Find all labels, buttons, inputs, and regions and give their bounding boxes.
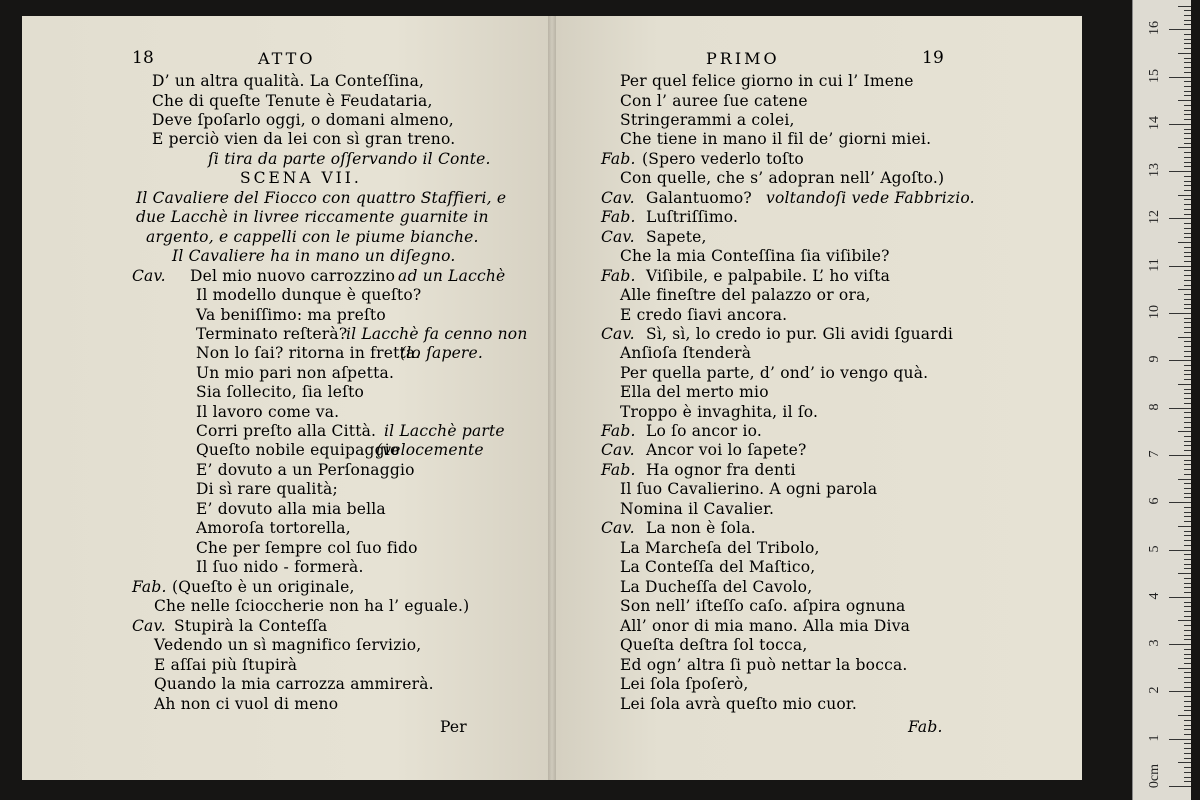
ruler-tick bbox=[1184, 162, 1191, 163]
ruler-tick bbox=[1184, 639, 1191, 640]
ruler-tick bbox=[1184, 346, 1191, 347]
text-line: Del mio nuovo carrozzino bbox=[190, 267, 396, 285]
ruler-tick bbox=[1184, 261, 1191, 262]
ruler-tick bbox=[1184, 531, 1191, 532]
ruler-label: 7 bbox=[1147, 450, 1162, 458]
ruler-tick bbox=[1184, 611, 1191, 612]
ruler-tick bbox=[1184, 270, 1191, 271]
ruler-tick bbox=[1169, 408, 1191, 409]
ruler-tick bbox=[1184, 86, 1191, 87]
ruler-tick bbox=[1184, 568, 1191, 569]
text-line: Amoroſa tortorella, bbox=[196, 519, 351, 537]
ruler-label: 8 bbox=[1147, 403, 1162, 411]
ruler-tick bbox=[1184, 758, 1191, 759]
ruler-tick bbox=[1178, 289, 1191, 290]
ruler-tick bbox=[1184, 81, 1191, 82]
ruler-tick bbox=[1169, 171, 1191, 172]
text-line: La Marcheſa del Tribolo, bbox=[620, 539, 820, 557]
stage-direction: argento, e cappelli con le piume bianche. bbox=[146, 228, 479, 246]
ruler-tick bbox=[1184, 706, 1191, 707]
ruler-tick bbox=[1184, 233, 1191, 234]
text-line: (Spero vederlo toſto bbox=[642, 150, 804, 168]
ruler-tick bbox=[1169, 739, 1191, 740]
ruler-tick bbox=[1184, 119, 1191, 120]
speaker-label: Cav. bbox=[601, 441, 635, 459]
ruler-tick bbox=[1184, 204, 1191, 205]
ruler-tick bbox=[1184, 497, 1191, 498]
ruler-tick bbox=[1184, 133, 1191, 134]
ruler-label: 1 bbox=[1147, 734, 1162, 742]
ruler-tick bbox=[1184, 483, 1191, 484]
ruler-tick bbox=[1184, 677, 1191, 678]
ruler-tick bbox=[1184, 701, 1191, 702]
ruler-label: 13 bbox=[1147, 163, 1162, 178]
ruler-tick bbox=[1184, 635, 1191, 636]
ruler-tick bbox=[1169, 502, 1191, 503]
ruler-tick bbox=[1184, 223, 1191, 224]
text-line: E aſſai più ſtupirà bbox=[154, 656, 298, 674]
ruler-tick bbox=[1184, 516, 1191, 517]
ruler-tick bbox=[1178, 479, 1191, 480]
catchword: Fab. bbox=[908, 718, 943, 736]
ruler-label: 3 bbox=[1147, 639, 1162, 647]
text-line: Lei ſola ſpoſerò, bbox=[620, 675, 749, 693]
ruler-tick bbox=[1184, 185, 1191, 186]
book-gutter bbox=[548, 16, 556, 780]
text-line: Non lo ſai? ritorna in fretta. bbox=[196, 344, 421, 362]
stage-direction: voltandoſi vede Fabbrizio. bbox=[766, 189, 975, 207]
ruler-tick bbox=[1184, 436, 1191, 437]
ruler-tick bbox=[1178, 431, 1191, 432]
ruler-tick bbox=[1184, 39, 1191, 40]
ruler-tick bbox=[1184, 654, 1191, 655]
ruler-tick bbox=[1184, 398, 1191, 399]
text-line: Per quella parte, d’ ond’ io vengo quà. bbox=[620, 364, 929, 382]
ruler-tick bbox=[1178, 526, 1191, 527]
ruler-tick bbox=[1184, 682, 1191, 683]
text-line: Anſioſa ſtenderà bbox=[620, 344, 752, 362]
text-line: E’ dovuto alla mia bella bbox=[196, 500, 386, 518]
stage-direction: il Lacchè parte bbox=[384, 422, 505, 440]
text-line: E perciò vien da lei con sì gran treno. bbox=[152, 130, 456, 148]
ruler-tick bbox=[1178, 242, 1191, 243]
ruler-tick bbox=[1178, 195, 1191, 196]
ruler-tick bbox=[1184, 450, 1191, 451]
ruler-tick bbox=[1184, 143, 1191, 144]
speaker-label: Fab. bbox=[601, 208, 636, 226]
ruler-tick bbox=[1184, 114, 1191, 115]
ruler-tick bbox=[1184, 10, 1191, 11]
ruler-label: 6 bbox=[1147, 497, 1162, 505]
ruler-tick bbox=[1184, 422, 1191, 423]
text-line: (Queſto è un originale, bbox=[172, 578, 355, 596]
stage-direction: Il Cavaliere ha in mano un diſegno. bbox=[172, 247, 456, 265]
text-line: Quando la mia carrozza ammirerà. bbox=[154, 675, 434, 693]
text-line: La Conteſſa del Maſtico, bbox=[620, 558, 816, 576]
ruler-tick bbox=[1184, 256, 1191, 257]
ruler-tick bbox=[1184, 412, 1191, 413]
ruler-tick bbox=[1169, 597, 1191, 598]
speaker-label: Fab. bbox=[132, 578, 167, 596]
ruler-tick bbox=[1184, 578, 1191, 579]
ruler-tick bbox=[1184, 781, 1191, 782]
ruler-tick bbox=[1184, 341, 1191, 342]
text-line: Ella del merto mio bbox=[620, 383, 769, 401]
ruler-tick bbox=[1178, 6, 1191, 7]
ruler-tick bbox=[1178, 337, 1191, 338]
ruler-tick bbox=[1184, 318, 1191, 319]
ruler-tick bbox=[1184, 285, 1191, 286]
ruler-tick bbox=[1184, 540, 1191, 541]
speaker-label: Fab. bbox=[601, 150, 636, 168]
text-line: Terminato reſterà? bbox=[196, 325, 348, 343]
measurement-ruler bbox=[1132, 0, 1191, 800]
text-line: Ed ogn’ altra ſi può nettar la bocca. bbox=[620, 656, 908, 674]
text-line: Il ſuo Cavalierino. A ogni parola bbox=[620, 480, 878, 498]
text-line: Lo ſo ancor io. bbox=[646, 422, 763, 440]
ruler-tick bbox=[1169, 455, 1191, 456]
page-number-left: 18 bbox=[132, 48, 155, 68]
running-head-left: ATTO bbox=[258, 49, 316, 68]
ruler-tick bbox=[1184, 696, 1191, 697]
text-line: Nomina il Cavalier. bbox=[620, 500, 775, 518]
ruler-tick bbox=[1184, 252, 1191, 253]
ruler-tick bbox=[1169, 77, 1191, 78]
ruler-tick bbox=[1178, 100, 1191, 101]
text-line: Sì, sì, lo credo io pur. Gli avidi ſguardi bbox=[646, 325, 954, 343]
text-line: Il ſuo nido - formerà. bbox=[196, 558, 364, 576]
stage-direction: due Lacchè in livree riccamente guarnite in bbox=[136, 208, 489, 226]
ruler-tick bbox=[1184, 199, 1191, 200]
ruler-tick bbox=[1169, 29, 1191, 30]
ruler-tick bbox=[1184, 587, 1191, 588]
ruler-tick bbox=[1184, 95, 1191, 96]
text-line: Che la mia Conteſſina ſia viſibile? bbox=[620, 247, 890, 265]
ruler-tick bbox=[1184, 356, 1191, 357]
text-line: E’ dovuto a un Perſonaggio bbox=[196, 461, 415, 479]
speaker-label: Cav. bbox=[601, 325, 635, 343]
ruler-tick bbox=[1184, 304, 1191, 305]
ruler-tick bbox=[1184, 649, 1191, 650]
ruler-tick bbox=[1184, 389, 1191, 390]
text-line: Che tiene in mano il fil de’ giorni miei. bbox=[620, 130, 932, 148]
ruler-tick bbox=[1184, 43, 1191, 44]
stage-direction: (lo ſapere. bbox=[400, 344, 484, 362]
ruler-tick bbox=[1184, 20, 1191, 21]
ruler-tick bbox=[1184, 583, 1191, 584]
ruler-tick bbox=[1184, 753, 1191, 754]
ruler-tick bbox=[1178, 762, 1191, 763]
ruler-tick bbox=[1178, 620, 1191, 621]
ruler-tick bbox=[1184, 58, 1191, 59]
ruler-label: 16 bbox=[1147, 21, 1162, 36]
speaker-label: Fab. bbox=[601, 267, 636, 285]
ruler-tick bbox=[1184, 564, 1191, 565]
ruler-label: 14 bbox=[1147, 115, 1162, 130]
ruler-tick bbox=[1184, 616, 1191, 617]
scene-heading: SCENA VII. bbox=[240, 169, 362, 187]
ruler-tick bbox=[1184, 299, 1191, 300]
ruler-tick bbox=[1184, 15, 1191, 16]
text-line: Sia ſollecito, ſia leſto bbox=[196, 383, 365, 401]
text-line: Stupirà la Conteſſa bbox=[174, 617, 328, 635]
text-line: Che nelle ſcioccherie non ha l’ eguale.) bbox=[154, 597, 470, 615]
ruler-tick bbox=[1169, 786, 1191, 787]
text-line: Con l’ auree ſue catene bbox=[620, 92, 808, 110]
ruler-tick bbox=[1184, 48, 1191, 49]
text-line: Il lavoro come va. bbox=[196, 403, 340, 421]
ruler-tick bbox=[1169, 124, 1191, 125]
stage-direction: ſi tira da parte oſſervando il Conte. bbox=[208, 150, 491, 168]
text-line: La Ducheſſa del Cavolo, bbox=[620, 578, 813, 596]
ruler-label: 9 bbox=[1147, 355, 1162, 363]
ruler-tick bbox=[1184, 166, 1191, 167]
ruler-tick bbox=[1169, 313, 1191, 314]
ruler-tick bbox=[1184, 176, 1191, 177]
ruler-tick bbox=[1184, 110, 1191, 111]
speaker-label: Fab. bbox=[601, 422, 636, 440]
stage-direction: Il Cavaliere del Fiocco con quattro Staffieri, e bbox=[136, 189, 507, 207]
ruler-tick bbox=[1184, 209, 1191, 210]
ruler-tick bbox=[1184, 777, 1191, 778]
ruler-tick bbox=[1184, 521, 1191, 522]
ruler-tick bbox=[1184, 308, 1191, 309]
ruler-tick bbox=[1184, 554, 1191, 555]
ruler-tick bbox=[1184, 280, 1191, 281]
ruler-tick bbox=[1184, 592, 1191, 593]
ruler-tick bbox=[1184, 129, 1191, 130]
ruler-tick bbox=[1184, 460, 1191, 461]
running-head-right: PRIMO bbox=[706, 49, 780, 68]
text-line: Viſibile, e palpabile. L’ ho viſta bbox=[646, 267, 891, 285]
text-line: Son nell’ iſteſſo caſo. aſpira ognuna bbox=[620, 597, 906, 615]
stage-direction: ad un Lacchè bbox=[398, 267, 506, 285]
ruler-tick bbox=[1184, 535, 1191, 536]
ruler-tick bbox=[1184, 351, 1191, 352]
ruler-tick bbox=[1184, 157, 1191, 158]
speaker-label: Cav. bbox=[132, 267, 166, 285]
ruler-tick bbox=[1178, 573, 1191, 574]
ruler-tick bbox=[1184, 214, 1191, 215]
text-line: Corri preſto alla Città. bbox=[196, 422, 377, 440]
ruler-tick bbox=[1184, 294, 1191, 295]
ruler-tick bbox=[1184, 228, 1191, 229]
ruler-tick bbox=[1169, 550, 1191, 551]
speaker-label: Cav. bbox=[601, 519, 635, 537]
ruler-tick bbox=[1178, 384, 1191, 385]
text-line: Un mio pari non aſpetta. bbox=[196, 364, 395, 382]
text-line: Deve ſpoſarlo oggi, o domani almeno, bbox=[152, 111, 454, 129]
ruler-tick bbox=[1184, 374, 1191, 375]
stage-direction: il Lacchè fa cenno non bbox=[346, 325, 528, 343]
stage-direction: (velocemente bbox=[376, 441, 484, 459]
text-line: Di sì rare qualità; bbox=[196, 480, 338, 498]
text-line: Ha ognor fra denti bbox=[646, 461, 796, 479]
ruler-tick bbox=[1178, 147, 1191, 148]
ruler-label: 15 bbox=[1147, 68, 1162, 83]
ruler-tick bbox=[1184, 105, 1191, 106]
ruler-tick bbox=[1184, 545, 1191, 546]
ruler-tick bbox=[1184, 152, 1191, 153]
ruler-tick bbox=[1178, 53, 1191, 54]
ruler-tick bbox=[1184, 417, 1191, 418]
text-line: Luſtriſſimo. bbox=[646, 208, 739, 226]
ruler-tick bbox=[1184, 62, 1191, 63]
text-line: D’ un altra qualità. La Conteſſina, bbox=[152, 72, 425, 90]
ruler-tick bbox=[1184, 630, 1191, 631]
text-line: Che di queſte Tenute è Feudataria, bbox=[152, 92, 433, 110]
text-line: Troppo è invaghita, il ſo. bbox=[620, 403, 819, 421]
ruler-tick bbox=[1184, 743, 1191, 744]
ruler-tick bbox=[1184, 720, 1191, 721]
ruler-tick bbox=[1184, 464, 1191, 465]
text-line: Che per ſempre col ſuo fido bbox=[196, 539, 418, 557]
text-line: Stringerammi a colei, bbox=[620, 111, 795, 129]
ruler-tick bbox=[1184, 332, 1191, 333]
ruler-tick bbox=[1184, 327, 1191, 328]
ruler-tick bbox=[1184, 474, 1191, 475]
text-line: Alle fineſtre del palazzo or ora, bbox=[620, 286, 871, 304]
ruler-tick bbox=[1184, 403, 1191, 404]
ruler-tick bbox=[1184, 469, 1191, 470]
ruler-tick bbox=[1169, 266, 1191, 267]
ruler-tick bbox=[1184, 67, 1191, 68]
ruler-tick bbox=[1184, 507, 1191, 508]
text-line: Ancor voi lo ſapete? bbox=[646, 441, 807, 459]
page-number-right: 19 bbox=[922, 48, 945, 68]
ruler-tick bbox=[1184, 559, 1191, 560]
ruler-label: 11 bbox=[1147, 257, 1162, 272]
ruler-label: 5 bbox=[1147, 545, 1162, 552]
speaker-label: Cav. bbox=[601, 189, 635, 207]
ruler-tick bbox=[1169, 218, 1191, 219]
text-line: La non è ſola. bbox=[646, 519, 756, 537]
catchword: Per bbox=[440, 718, 467, 736]
ruler-tick bbox=[1184, 393, 1191, 394]
ruler-tick bbox=[1184, 370, 1191, 371]
ruler-tick bbox=[1184, 493, 1191, 494]
ruler-tick bbox=[1184, 237, 1191, 238]
ruler-tick bbox=[1184, 379, 1191, 380]
ruler-tick bbox=[1184, 190, 1191, 191]
ruler-label: 12 bbox=[1147, 210, 1162, 225]
ruler-tick bbox=[1184, 658, 1191, 659]
ruler-label: 0cm bbox=[1147, 763, 1162, 789]
ruler-tick bbox=[1184, 767, 1191, 768]
ruler-tick bbox=[1178, 715, 1191, 716]
ruler-tick bbox=[1184, 663, 1191, 664]
ruler-tick bbox=[1169, 644, 1191, 645]
ruler-tick bbox=[1184, 427, 1191, 428]
ruler-tick bbox=[1184, 672, 1191, 673]
ruler-tick bbox=[1184, 275, 1191, 276]
text-line: Va beniſſimo: ma preſto bbox=[196, 306, 386, 324]
ruler-tick bbox=[1184, 91, 1191, 92]
ruler-label: 10 bbox=[1147, 305, 1162, 319]
ruler-tick bbox=[1184, 488, 1191, 489]
ruler-tick bbox=[1184, 772, 1191, 773]
text-line: Ah non ci vuol di meno bbox=[154, 695, 339, 713]
ruler-tick bbox=[1184, 138, 1191, 139]
text-line: E credo ſiavi ancora. bbox=[620, 306, 788, 324]
ruler-tick bbox=[1184, 24, 1191, 25]
ruler-tick bbox=[1184, 710, 1191, 711]
ruler-tick bbox=[1184, 512, 1191, 513]
speaker-label: Cav. bbox=[132, 617, 166, 635]
ruler-tick bbox=[1184, 602, 1191, 603]
ruler-tick bbox=[1184, 72, 1191, 73]
ruler-tick bbox=[1169, 691, 1191, 692]
ruler-tick bbox=[1184, 625, 1191, 626]
speaker-label: Fab. bbox=[601, 461, 636, 479]
ruler-tick bbox=[1184, 322, 1191, 323]
ruler-tick bbox=[1184, 365, 1191, 366]
text-line: Queſto nobile equipaggio bbox=[196, 441, 400, 459]
text-line: Con quelle, che s’ adopran nell’ Agoſto.) bbox=[620, 169, 945, 187]
ruler-label: 2 bbox=[1147, 686, 1162, 694]
text-line: Lei ſola avrà queſto mio cuor. bbox=[620, 695, 857, 713]
text-line: Il modello dunque è queſto? bbox=[196, 286, 422, 304]
ruler-tick bbox=[1169, 360, 1191, 361]
ruler-tick bbox=[1178, 668, 1191, 669]
ruler-tick bbox=[1184, 748, 1191, 749]
text-line: Queſta deſtra ſol tocca, bbox=[620, 636, 808, 654]
ruler-tick bbox=[1184, 441, 1191, 442]
text-line: Per quel felice giorno in cui l’ Imene bbox=[620, 72, 914, 90]
speaker-label: Cav. bbox=[601, 228, 635, 246]
ruler-tick bbox=[1184, 729, 1191, 730]
ruler-tick bbox=[1184, 606, 1191, 607]
ruler-tick bbox=[1184, 687, 1191, 688]
ruler-tick bbox=[1184, 725, 1191, 726]
ruler-tick bbox=[1184, 34, 1191, 35]
ruler-label: 4 bbox=[1147, 592, 1162, 600]
text-line: Galantuomo? bbox=[646, 189, 752, 207]
ruler-tick bbox=[1184, 247, 1191, 248]
text-line: All’ onor di mia mano. Alla mia Diva bbox=[620, 617, 911, 635]
ruler-tick bbox=[1184, 181, 1191, 182]
ruler-tick bbox=[1184, 445, 1191, 446]
text-line: Vedendo un sì magnifico ſervizio, bbox=[154, 636, 422, 654]
ruler-tick bbox=[1184, 734, 1191, 735]
text-line: Sapete, bbox=[646, 228, 707, 246]
